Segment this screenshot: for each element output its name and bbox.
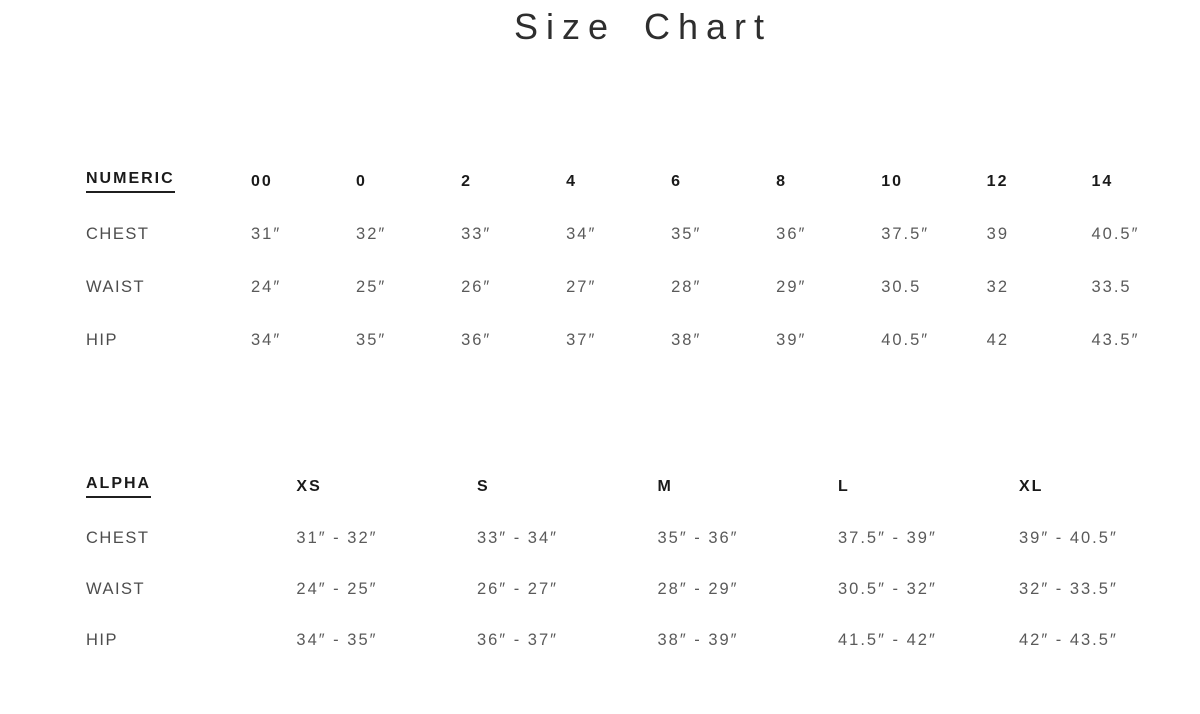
measurement-value: 26″ - 27″ bbox=[476, 580, 558, 598]
size-column-header: 8 bbox=[776, 172, 788, 190]
measurement-value: 32″ bbox=[356, 225, 387, 243]
size-column-header: 6 bbox=[671, 172, 683, 190]
measurement-label: HIP bbox=[86, 631, 119, 649]
measurement-label: WAIST bbox=[86, 580, 146, 598]
measurement-value: 29″ bbox=[776, 278, 807, 296]
measurement-value: 31″ bbox=[251, 225, 282, 243]
measurement-label: WAIST bbox=[86, 278, 146, 296]
measurement-value: 37.5″ - 39″ bbox=[838, 529, 937, 547]
size-column-header: L bbox=[838, 477, 850, 495]
measurement-value: 34″ bbox=[251, 331, 282, 349]
measurement-value: 38″ - 39″ bbox=[657, 631, 739, 649]
measurement-value: 31″ - 32″ bbox=[296, 529, 378, 547]
alpha-table-heading bbox=[86, 460, 296, 513]
measurement-row-chest bbox=[86, 208, 1200, 261]
measurement-row-hip bbox=[86, 314, 1200, 367]
measurement-value: 35″ bbox=[356, 331, 387, 349]
alpha-size-table bbox=[86, 460, 1200, 666]
measurement-value: 40.5″ bbox=[1091, 225, 1140, 243]
measurement-value: 30.5 bbox=[881, 278, 922, 296]
measurement-value: 42″ - 43.5″ bbox=[1018, 631, 1118, 649]
numeric-table-heading bbox=[86, 155, 251, 208]
measurement-value: 28″ - 29″ bbox=[657, 580, 739, 598]
measurement-row-hip bbox=[86, 615, 1200, 666]
alpha-header-row bbox=[86, 460, 1200, 513]
measurement-row-waist bbox=[86, 564, 1200, 615]
page-title: Size Chart bbox=[513, 6, 773, 47]
measurement-value: 33″ bbox=[461, 225, 492, 243]
measurement-row-chest bbox=[86, 513, 1200, 564]
measurement-value: 36″ bbox=[461, 331, 492, 349]
numeric-header-row bbox=[86, 155, 1200, 208]
measurement-value: 32 bbox=[986, 278, 1010, 296]
measurement-value: 42 bbox=[986, 331, 1010, 349]
measurement-value: 38″ bbox=[671, 331, 702, 349]
measurement-value: 35″ - 36″ bbox=[657, 529, 739, 547]
measurement-value: 25″ bbox=[356, 278, 387, 296]
measurement-value: 40.5″ bbox=[881, 331, 930, 349]
measurement-label: CHEST bbox=[86, 529, 150, 547]
size-column-header: 00 bbox=[251, 172, 273, 190]
measurement-value: 24″ - 25″ bbox=[296, 580, 378, 598]
size-column-header: XS bbox=[296, 477, 322, 495]
measurement-value: 39″ bbox=[776, 331, 807, 349]
size-column-header: 10 bbox=[881, 172, 903, 190]
measurement-value: 36″ bbox=[776, 225, 807, 243]
size-column-header: 4 bbox=[566, 172, 577, 190]
measurement-value: 37″ bbox=[566, 331, 597, 349]
measurement-value: 41.5″ - 42″ bbox=[838, 631, 937, 649]
measurement-value: 34″ - 35″ bbox=[296, 631, 378, 649]
measurement-value: 33.5 bbox=[1091, 278, 1132, 296]
measurement-value: 26″ bbox=[461, 278, 492, 296]
measurement-value: 39 bbox=[986, 225, 1010, 243]
size-column-header: 12 bbox=[986, 172, 1009, 190]
numeric-table-title: NUMERIC bbox=[86, 170, 175, 193]
measurement-label: CHEST bbox=[86, 225, 150, 243]
measurement-value: 27″ bbox=[566, 278, 597, 296]
measurement-value: 36″ - 37″ bbox=[476, 631, 558, 649]
size-column-header: XL bbox=[1018, 477, 1044, 495]
size-column-header: M bbox=[657, 477, 673, 495]
numeric-size-table bbox=[86, 155, 1200, 367]
measurement-value: 39″ - 40.5″ bbox=[1018, 529, 1118, 547]
size-column-header: 2 bbox=[461, 172, 472, 190]
measurement-value: 34″ bbox=[566, 225, 597, 243]
measurement-value: 35″ bbox=[671, 225, 702, 243]
measurement-value: 32″ - 33.5″ bbox=[1018, 580, 1118, 598]
measurement-row-waist bbox=[86, 261, 1200, 314]
measurement-value: 28″ bbox=[671, 278, 702, 296]
alpha-table-title: ALPHA bbox=[86, 475, 151, 498]
measurement-value: 33″ - 34″ bbox=[476, 529, 558, 547]
measurement-value: 24″ bbox=[251, 278, 282, 296]
size-column-header: 0 bbox=[356, 172, 367, 190]
size-column-header: S bbox=[476, 477, 490, 495]
measurement-value: 30.5″ - 32″ bbox=[838, 580, 937, 598]
size-column-header: 14 bbox=[1091, 172, 1114, 190]
measurement-label: HIP bbox=[86, 331, 119, 349]
measurement-value: 43.5″ bbox=[1091, 331, 1140, 349]
measurement-value: 37.5″ bbox=[881, 225, 930, 243]
